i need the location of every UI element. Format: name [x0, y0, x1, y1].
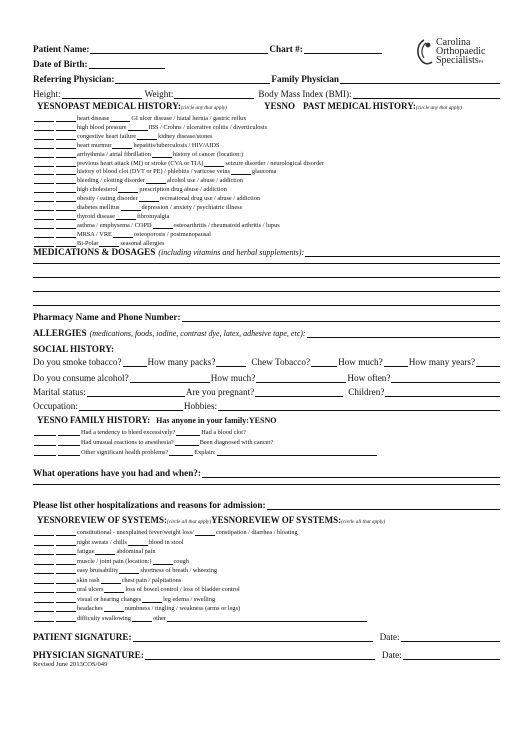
ros-no-blank[interactable]	[56, 527, 76, 536]
ros-right-blank[interactable]	[104, 584, 124, 593]
medications-line-2[interactable]	[33, 263, 500, 264]
ros-yes-blank[interactable]	[34, 546, 54, 555]
ros-no-blank[interactable]	[56, 546, 76, 555]
pmh-yes-blank[interactable]	[34, 238, 54, 247]
alcohol-often-field[interactable]	[391, 374, 500, 383]
pmh-right-blank[interactable]	[110, 113, 130, 122]
ros-symptom-right: numbness / tingling / weakness (arms or legs)	[124, 605, 241, 612]
pmh-row	[33, 184, 227, 193]
ros-row	[33, 565, 217, 574]
pmh-no-blank[interactable]	[56, 184, 76, 193]
ros-symptom-right: blood in stool	[148, 538, 184, 546]
ros-yes-blank[interactable]	[34, 575, 54, 584]
pharmacy-field[interactable]	[182, 313, 501, 322]
family-question-left: Had a tendency to bleed excessively?	[81, 429, 176, 436]
pmh-yes-blank[interactable]	[34, 113, 54, 122]
alcohol-label: Do you consume alcohol?	[33, 373, 129, 383]
ros-yesno-left: YESNO	[37, 515, 69, 525]
family-row	[33, 447, 378, 456]
ros-yes-blank[interactable]	[34, 556, 54, 565]
operations-field[interactable]	[202, 469, 500, 478]
ros-right-blank[interactable]	[128, 537, 148, 546]
packs-label: How many packs?	[147, 357, 216, 367]
hobbies-field[interactable]	[218, 402, 500, 411]
logo-mark-icon	[412, 38, 436, 68]
family-question-right: Explain:	[194, 449, 216, 456]
ros-symptom-right: leg edema / swelling	[163, 595, 216, 603]
tobacco-row	[33, 357, 501, 367]
medications-row	[33, 247, 501, 257]
pmh-row	[33, 149, 243, 158]
ros-row	[33, 537, 184, 546]
pmh-condition-right: fibromyalgia	[136, 212, 170, 220]
pmh-condition-left: obesity / eating disorder	[77, 195, 138, 203]
pmh-no-blank[interactable]	[56, 220, 76, 229]
pmh-row	[33, 229, 211, 238]
pmh-condition-right: history of cancer (location:	[172, 150, 241, 158]
pmh-no-blank[interactable]	[56, 113, 76, 122]
medications-line-5[interactable]	[33, 305, 500, 306]
medications-line-4[interactable]	[33, 291, 500, 292]
pmh-condition-right: hepatitis/tuberculosis / HIV/AIDS	[133, 141, 220, 149]
physician-signature-field[interactable]	[145, 651, 375, 660]
pmh-row	[33, 122, 267, 131]
pmh-row	[33, 131, 212, 140]
pmh-yes-blank[interactable]	[34, 122, 54, 131]
ros-symptom-left: visual or hearing changes	[77, 595, 142, 603]
ros-right-blank[interactable]	[104, 603, 124, 612]
referring-physician-label: Referring Physician:	[33, 74, 115, 84]
pmh-condition-right: seasonal allergies	[120, 239, 165, 247]
pmh-row	[33, 193, 260, 202]
pmh-condition-left: history of blood clot (DVT or PE) / phlebitis / varicose veins	[77, 168, 230, 176]
pmh-condition-left: MRSA / VRE	[77, 230, 112, 238]
pmh-condition-right: GI ulcer disease / hiatal hernia / gastric reflux	[131, 115, 247, 122]
pmh-right-blank[interactable]	[137, 131, 157, 140]
pmh-condition-right: osteoarthritis / rheumatoid arthritis / lupus	[173, 221, 280, 229]
weight-label: Weight:	[144, 89, 174, 99]
pmh-no-blank[interactable]	[56, 158, 76, 167]
dob-field[interactable]	[89, 60, 165, 69]
pmh-no-blank[interactable]	[56, 193, 76, 202]
patient-name-row	[33, 44, 383, 54]
ros-symptom-left: muscle / joint pain (location:	[77, 557, 150, 565]
ros-no-blank[interactable]	[56, 556, 76, 565]
ros-symptom-right: constipation / diarrhea / bloating	[215, 529, 298, 536]
ros-row	[33, 603, 240, 612]
tobacco-field[interactable]	[123, 358, 147, 367]
practice-logo	[412, 38, 502, 72]
footer-row	[33, 661, 107, 668]
ros-right-blank[interactable]	[119, 565, 139, 574]
pmh-condition-right: prescription drug abuse / addiction	[139, 186, 227, 194]
ros-row	[33, 546, 155, 555]
ros-location-close: )	[149, 557, 152, 565]
chew-much-field[interactable]	[384, 358, 408, 367]
pmh-no-blank[interactable]	[56, 211, 76, 220]
logo-line-3: SpecialistsPA	[436, 55, 484, 66]
family-question-left: Other significant health problems?	[81, 449, 169, 456]
ros-header	[37, 515, 385, 525]
family-yesno-2: YESNO	[248, 416, 277, 425]
pmh-condition-right: alcohol use / abuse / addiction	[167, 177, 244, 185]
ros-right-blank[interactable]	[95, 546, 115, 555]
medications-field[interactable]	[305, 248, 500, 257]
social-history-title: SOCIAL HISTORY:	[33, 344, 115, 354]
allergies-field[interactable]	[307, 329, 500, 338]
referring-physician-field[interactable]	[115, 75, 270, 84]
family-yesno: YESNO	[37, 415, 69, 425]
ros-symptom-right: chest pain / palpitations	[121, 576, 182, 584]
pmh-yes-blank[interactable]	[34, 229, 54, 238]
pmh-row	[33, 211, 169, 220]
ros-row	[33, 575, 181, 584]
marital-row	[33, 387, 501, 397]
bmi-field[interactable]	[353, 90, 500, 99]
alcohol-row	[33, 373, 501, 383]
chart-number-field[interactable]	[304, 45, 382, 54]
pharmacy-label: Pharmacy Name and Phone Number:	[33, 312, 181, 322]
ros-yes-blank[interactable]	[34, 527, 54, 536]
ros-yes-blank[interactable]	[34, 594, 54, 603]
hospitalizations-field[interactable]	[267, 501, 500, 510]
pmh-yes-blank[interactable]	[34, 158, 54, 167]
occupation-label: Occupation:	[33, 401, 78, 411]
pmh-condition-left: heart murmur	[77, 141, 112, 149]
allergies-label: ALLERGIES	[33, 328, 87, 338]
children-field[interactable]	[385, 388, 500, 397]
family-no-blank[interactable]	[58, 427, 80, 436]
alcohol-much-label: How much?	[210, 373, 256, 383]
ros-yes-blank[interactable]	[34, 603, 54, 612]
pmh-title-left: PAST MEDICAL HISTORY:	[68, 101, 181, 111]
patient-signature-row	[33, 632, 501, 642]
operations-line-2[interactable]	[33, 484, 500, 485]
family-question-right: Had a blood clot?	[201, 429, 246, 436]
ros-note-right: (circle all that apply)	[341, 519, 386, 525]
ros-symptom-left: difficulty swallowing	[77, 614, 131, 622]
chew-label: Chew Tobacco?	[251, 357, 311, 367]
pregnant-label: Are you pregnant?	[185, 387, 255, 397]
dob-row	[33, 59, 166, 69]
pmh-yes-blank[interactable]	[34, 140, 54, 149]
pmh-condition-left: thyroid disease	[77, 212, 115, 220]
children-label: Children?	[348, 387, 385, 397]
ros-symptom-left: night sweats / chills	[77, 538, 127, 546]
ros-right-blank[interactable]	[101, 575, 121, 584]
family-yes-blank[interactable]	[34, 427, 56, 436]
pmh-no-blank[interactable]	[56, 166, 76, 175]
pmh-no-blank[interactable]	[56, 149, 76, 158]
pmh-condition-left: Bi-Polar	[77, 239, 99, 247]
ros-no-blank[interactable]	[56, 613, 76, 622]
ros-no-blank[interactable]	[56, 575, 76, 584]
physician-row	[33, 74, 501, 84]
family-yes-blank[interactable]	[34, 437, 56, 446]
ros-no-blank[interactable]	[56, 603, 76, 612]
pmh-yesno-right: YESNO	[264, 101, 296, 111]
pmh-right-blank[interactable]	[99, 238, 119, 247]
physician-date-label: Date:	[381, 650, 402, 660]
pmh-row	[33, 113, 246, 122]
ros-row	[33, 613, 368, 622]
pmh-header-left	[37, 101, 227, 111]
family-row	[33, 427, 246, 436]
pmh-right-blank[interactable]	[152, 149, 172, 158]
ros-no-blank[interactable]	[56, 584, 76, 593]
pmh-row	[33, 140, 220, 149]
ros-row	[33, 594, 215, 603]
ros-note-left: (circle all that apply)	[167, 519, 212, 525]
pmh-condition-left: bleeding / clotting disorder	[77, 177, 146, 185]
pmh-condition-left: congestive heart failure	[77, 132, 137, 140]
pmh-condition-left: high cholesterol	[77, 186, 118, 194]
pmh-row	[33, 158, 324, 167]
ros-no-blank[interactable]	[56, 594, 76, 603]
pmh-right-blank[interactable]	[113, 229, 133, 238]
physician-signature-row	[33, 650, 501, 660]
family-row	[33, 437, 273, 446]
pmh-right-blank[interactable]	[128, 122, 148, 131]
family-right-blank[interactable]	[176, 427, 200, 436]
ros-yes-blank[interactable]	[34, 584, 54, 593]
family-no-blank[interactable]	[58, 437, 80, 446]
pmh-header-right	[264, 101, 462, 111]
ros-symptom-left: fatigue	[77, 548, 95, 555]
operations-label: What operations have you had and when?:	[33, 468, 201, 478]
ros-symptom-right: other	[152, 614, 166, 622]
patient-signature-field[interactable]	[133, 633, 373, 642]
pmh-right-blank[interactable]	[118, 184, 138, 193]
pmh-yes-blank[interactable]	[34, 131, 54, 140]
family-no-blank[interactable]	[58, 447, 80, 456]
revised-note: Revised June 2013COS/049	[33, 661, 108, 668]
marital-field[interactable]	[87, 388, 185, 397]
family-yes-blank[interactable]	[34, 447, 56, 456]
pmh-condition-left: asthma / emphysema / COPD	[77, 221, 152, 229]
pregnant-field[interactable]	[255, 388, 343, 397]
ros-yes-blank[interactable]	[34, 565, 54, 574]
height-field[interactable]	[62, 90, 142, 99]
chart-number-label: Chart #:	[269, 44, 303, 54]
pmh-row	[33, 238, 164, 247]
occupation-field[interactable]	[79, 402, 183, 411]
family-physician-label: Family Physician	[271, 74, 340, 84]
pmh-condition-right: kidney disease/stones	[158, 132, 213, 140]
patient-date-label: Date:	[379, 632, 400, 642]
occupation-row	[33, 401, 501, 411]
ros-symptom-left: oral ulcers	[77, 586, 104, 593]
pmh-yes-blank[interactable]	[34, 220, 54, 229]
alcohol-field[interactable]	[130, 374, 210, 383]
patient-signature-label: PATIENT SIGNATURE:	[33, 632, 132, 642]
physician-signature-label: PHYSICIAN SIGNATURE:	[33, 650, 144, 660]
medications-note: (including vitamins and herbal supplements):	[158, 248, 305, 257]
pmh-right-blank[interactable]	[116, 211, 136, 220]
ros-title-left: REVIEW OF SYSTEMS:	[68, 515, 168, 525]
family-title: FAMILY HISTORY:	[70, 415, 151, 425]
patient-name-field[interactable]	[90, 45, 268, 54]
pmh-note-left: (circle any that apply)	[180, 105, 227, 111]
ros-symptom-left: headaches	[77, 605, 103, 612]
ros-symptom-right: cough	[173, 557, 189, 565]
family-explain-field[interactable]	[217, 447, 377, 456]
pmh-yes-blank[interactable]	[34, 175, 54, 184]
pmh-right-blank[interactable]	[112, 140, 132, 149]
pmh-no-blank[interactable]	[56, 175, 76, 184]
pmh-right-blank[interactable]	[146, 175, 166, 184]
ros-right-blank[interactable]	[132, 613, 152, 622]
hobbies-label: Hobbies:	[183, 401, 218, 411]
ros-row	[33, 584, 240, 593]
ros-yes-blank[interactable]	[34, 537, 54, 546]
pmh-right-blank[interactable]	[153, 220, 173, 229]
marital-label: Marital status:	[33, 387, 86, 397]
measurements-row	[33, 89, 501, 99]
pmh-row	[33, 175, 243, 184]
pmh-condition-left: arrhythmia / atrial fibrillation	[77, 150, 151, 158]
allergies-row	[33, 328, 501, 338]
chew-much-label: How much?	[338, 357, 383, 367]
pharmacy-row	[33, 312, 501, 322]
ros-symptom-right: abdominal pain	[116, 548, 156, 555]
operations-row	[33, 468, 501, 478]
tobacco-label: Do you smoke tobacco?	[33, 357, 122, 367]
family-physician-field[interactable]	[340, 75, 500, 84]
pmh-no-blank[interactable]	[56, 140, 76, 149]
ros-right-blank[interactable]	[195, 527, 215, 536]
medications-line-3[interactable]	[33, 277, 500, 278]
logo-line-1: Carolina	[436, 37, 471, 48]
pmh-condition-right: IBS / Crohns / ulcerative colitis / diverticulosis	[148, 123, 268, 131]
alcohol-often-label: How often?	[347, 373, 391, 383]
ros-other-field[interactable]	[167, 613, 367, 622]
years-label: How many years?	[408, 357, 476, 367]
pmh-yes-blank[interactable]	[34, 202, 54, 211]
pmh-no-blank[interactable]	[56, 229, 76, 238]
ros-symptom-left: easy bruisability	[77, 567, 119, 574]
ros-symptom-right: loss of bowel control / loss of bladder control	[125, 586, 240, 593]
pmh-no-blank[interactable]	[56, 131, 76, 140]
pmh-condition-right: seizure disorder / neurological disorder	[225, 159, 324, 167]
packs-field[interactable]	[216, 358, 246, 367]
logo-line-2: Orthopaedic	[436, 46, 486, 57]
dob-label: Date of Birth:	[33, 59, 88, 69]
pmh-yes-blank[interactable]	[34, 193, 54, 202]
chew-field[interactable]	[311, 358, 337, 367]
pmh-row	[33, 166, 276, 175]
weight-field[interactable]	[174, 90, 254, 99]
ros-right-blank[interactable]	[142, 594, 162, 603]
family-question-right: Been diagnosed with cancer?	[199, 439, 274, 446]
pmh-no-blank[interactable]	[56, 238, 76, 247]
years-field[interactable]	[476, 358, 500, 367]
pmh-condition-left: diabetes mellitus	[77, 204, 120, 211]
social-title-row	[33, 344, 114, 354]
pmh-yes-blank[interactable]	[34, 166, 54, 175]
pmh-no-blank[interactable]	[56, 122, 76, 131]
pmh-yes-blank[interactable]	[34, 184, 54, 193]
ros-symptom-left: constitutional - unexplained fever/weight loss/	[77, 529, 194, 536]
ros-no-blank[interactable]	[56, 537, 76, 546]
patient-name-label: Patient Name:	[33, 44, 90, 54]
pmh-condition-right: depression / anxiety / psychiatric illness	[141, 204, 243, 211]
alcohol-much-field[interactable]	[256, 374, 346, 383]
bmi-label: Body Mass Index (BMI):	[258, 89, 352, 99]
pmh-no-blank[interactable]	[56, 202, 76, 211]
physician-date-field[interactable]	[403, 651, 500, 660]
pmh-yes-blank[interactable]	[34, 149, 54, 158]
family-right-blank[interactable]	[175, 437, 199, 446]
pmh-condition-right: recreational drug use / abuse / addiction	[159, 195, 261, 203]
pmh-row	[33, 220, 280, 229]
hospitalizations-label: Please list other hospitalizations and reasons for admission:	[33, 500, 266, 510]
ros-row	[33, 527, 298, 536]
family-question: Has anyone in your family:	[156, 416, 249, 425]
pmh-condition-right: glaucoma	[251, 168, 277, 176]
pmh-condition-left: high blood pressure	[77, 123, 127, 131]
pmh-right-blank[interactable]	[231, 166, 251, 175]
pmh-condition-left: heart disease	[77, 115, 110, 122]
height-label: Height:	[33, 89, 61, 99]
pmh-row	[33, 202, 242, 211]
pmh-title-right: PAST MEDICAL HISTORY:	[303, 101, 416, 111]
allergies-note: (medications, foods, iodine, contrast dye, latex, adhesive tape, etc):	[89, 329, 306, 338]
pmh-condition-left: previous heart attack (MI) or stroke (CVA or TIA)	[77, 159, 204, 167]
pmh-note-right: (circle any that apply)	[415, 105, 462, 111]
ros-symptom-right: shortness of breath / wheezing	[140, 567, 218, 574]
pmh-location-close: )	[240, 150, 244, 158]
ros-no-blank[interactable]	[56, 565, 76, 574]
family-header	[37, 415, 276, 425]
ros-symptom-left: skin rash	[77, 576, 100, 584]
ros-yesno-right: YESNO	[211, 515, 243, 525]
pmh-condition-right: osteoporosis / postmenopausal	[133, 230, 211, 238]
family-right-blank[interactable]	[169, 447, 193, 456]
ros-row	[33, 556, 189, 565]
medications-label: MEDICATIONS & DOSAGES	[33, 247, 156, 257]
pmh-yesno-left: YESNO	[37, 101, 69, 111]
family-question-left: Had unusual reactions to anesthesia?	[81, 439, 174, 446]
hospitalizations-row	[33, 500, 501, 510]
pmh-right-blank[interactable]	[139, 193, 159, 202]
ros-yes-blank[interactable]	[34, 613, 54, 622]
ros-title-right: REVIEW OF SYSTEMS:	[242, 515, 342, 525]
ros-right-blank[interactable]	[153, 556, 173, 565]
pmh-right-blank[interactable]	[121, 202, 141, 211]
pmh-yes-blank[interactable]	[34, 211, 54, 220]
pmh-right-blank[interactable]	[204, 158, 224, 167]
patient-date-field[interactable]	[401, 633, 500, 642]
